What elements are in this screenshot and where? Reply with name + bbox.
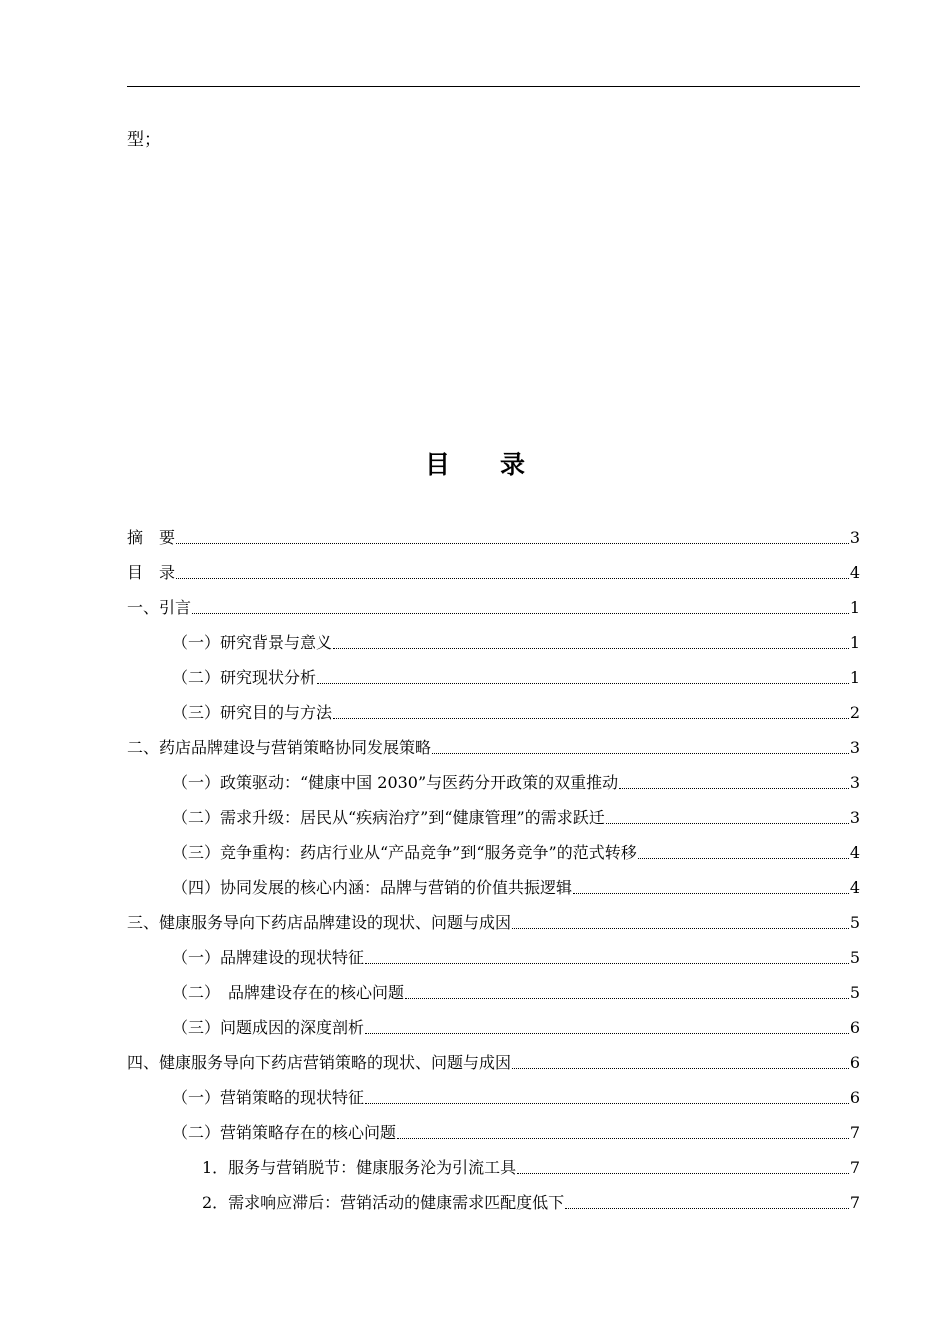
toc-entry-title: （一）政策驱动：“健康中国 2030”与医药分开政策的双重推动 [172, 773, 619, 792]
toc-dot-leader [192, 612, 849, 614]
toc-entry-page-number: 5 [849, 913, 860, 932]
toc-entry-page-number: 4 [849, 563, 860, 582]
toc-entry-page-number: 7 [849, 1123, 860, 1142]
toc-entry-page-number: 1 [849, 633, 860, 652]
toc-dot-leader [405, 997, 849, 999]
toc-dot-leader [565, 1207, 849, 1209]
toc-entry[interactable] [127, 520, 860, 555]
toc-dot-leader [365, 962, 849, 964]
toc-entry-title: （二）研究现状分析 [172, 668, 317, 687]
toc-entry-page-number: 6 [849, 1088, 860, 1107]
toc-entry[interactable] [127, 800, 860, 835]
toc-entry-title: （三）研究目的与方法 [172, 703, 333, 722]
toc-entry-page-number: 3 [849, 808, 860, 827]
toc-title [0, 445, 950, 481]
toc-entry[interactable] [127, 590, 860, 625]
toc-entry-title: （三）问题成因的深度剖析 [172, 1018, 365, 1037]
toc-dot-leader [619, 787, 849, 789]
toc-dot-leader [176, 542, 849, 544]
toc-dot-leader [432, 752, 849, 754]
toc-entry[interactable] [127, 765, 860, 800]
toc-dot-leader [365, 1032, 849, 1034]
toc-dot-leader [176, 577, 849, 579]
toc-entry[interactable] [127, 730, 860, 765]
toc-entry[interactable] [127, 625, 860, 660]
toc-entry[interactable] [127, 940, 860, 975]
carried-over-text: 型； [127, 130, 161, 150]
toc-entry[interactable] [127, 1010, 860, 1045]
toc-entry[interactable] [127, 870, 860, 905]
toc-entry[interactable] [127, 905, 860, 940]
toc-dot-leader [333, 717, 849, 719]
toc-entry[interactable] [127, 1150, 860, 1185]
toc-entry-title: （四）协同发展的核心内涵：品牌与营销的价值共振逻辑 [172, 878, 573, 897]
toc-entry-title: 一、引言 [127, 598, 192, 617]
toc-entry[interactable] [127, 1185, 860, 1220]
toc-dot-leader [317, 682, 849, 684]
toc-entry-title: （二） 品牌建设存在的核心问题 [172, 983, 405, 1002]
toc-entry-page-number: 6 [849, 1053, 860, 1072]
toc-dot-leader [517, 1172, 849, 1174]
toc-entry-page-number: 3 [849, 738, 860, 757]
toc-entry-page-number: 1 [849, 598, 860, 617]
toc-dot-leader [512, 927, 849, 929]
toc-entry-title: 二、药店品牌建设与营销策略协同发展策略 [127, 738, 432, 757]
toc-entry-page-number: 6 [849, 1018, 860, 1037]
toc-entry-title: 四、健康服务导向下药店营销策略的现状、问题与成因 [127, 1053, 512, 1072]
toc-entry-title: 摘 要 [127, 528, 176, 547]
toc-title-char: 目 [424, 450, 450, 479]
toc-entry-title: 三、健康服务导向下药店品牌建设的现状、问题与成因 [127, 913, 512, 932]
toc-entry-title: （二）需求升级：居民从“疾病治疗”到“健康管理”的需求跃迁 [172, 808, 605, 827]
toc-entry-title: （一）品牌建设的现状特征 [172, 948, 365, 967]
toc-entry[interactable] [127, 695, 860, 730]
toc-entry-page-number: 1 [849, 668, 860, 687]
toc-entry-page-number: 4 [849, 878, 860, 897]
table-of-contents [127, 520, 860, 1220]
toc-entry-page-number: 2 [849, 703, 860, 722]
toc-dot-leader [606, 822, 849, 824]
toc-entry-title: （一）营销策略的现状特征 [172, 1088, 365, 1107]
toc-entry-title: （三）竞争重构：药店行业从“产品竞争”到“服务竞争”的范式转移 [172, 843, 637, 862]
toc-entry-page-number: 3 [849, 528, 860, 547]
toc-entry[interactable] [127, 1080, 860, 1115]
toc-entry[interactable] [127, 835, 860, 870]
header-rule [127, 86, 860, 87]
toc-entry-page-number: 5 [849, 948, 860, 967]
toc-entry-page-number: 7 [849, 1158, 860, 1177]
toc-entry-title: 1．服务与营销脱节：健康服务沦为引流工具 [202, 1158, 517, 1177]
toc-dot-leader [333, 647, 849, 649]
toc-entry-page-number: 7 [849, 1193, 860, 1212]
toc-entry-title: 目 录 [127, 563, 176, 582]
toc-entry-page-number: 3 [849, 773, 860, 792]
toc-entry[interactable] [127, 555, 860, 590]
toc-title-char: 录 [500, 450, 526, 479]
toc-entry[interactable] [127, 975, 860, 1010]
toc-entry-title: 2．需求响应滞后：营销活动的健康需求匹配度低下 [202, 1193, 565, 1212]
toc-entry[interactable] [127, 1115, 860, 1150]
toc-dot-leader [397, 1137, 849, 1139]
toc-dot-leader [365, 1102, 849, 1104]
toc-entry[interactable] [127, 1045, 860, 1080]
toc-dot-leader [638, 857, 849, 859]
toc-entry-page-number: 4 [849, 843, 860, 862]
toc-entry-page-number: 5 [849, 983, 860, 1002]
toc-entry-title: （一）研究背景与意义 [172, 633, 333, 652]
toc-dot-leader [573, 892, 849, 894]
toc-entry-title: （二）营销策略存在的核心问题 [172, 1123, 397, 1142]
toc-entry[interactable] [127, 660, 860, 695]
toc-dot-leader [512, 1067, 849, 1069]
